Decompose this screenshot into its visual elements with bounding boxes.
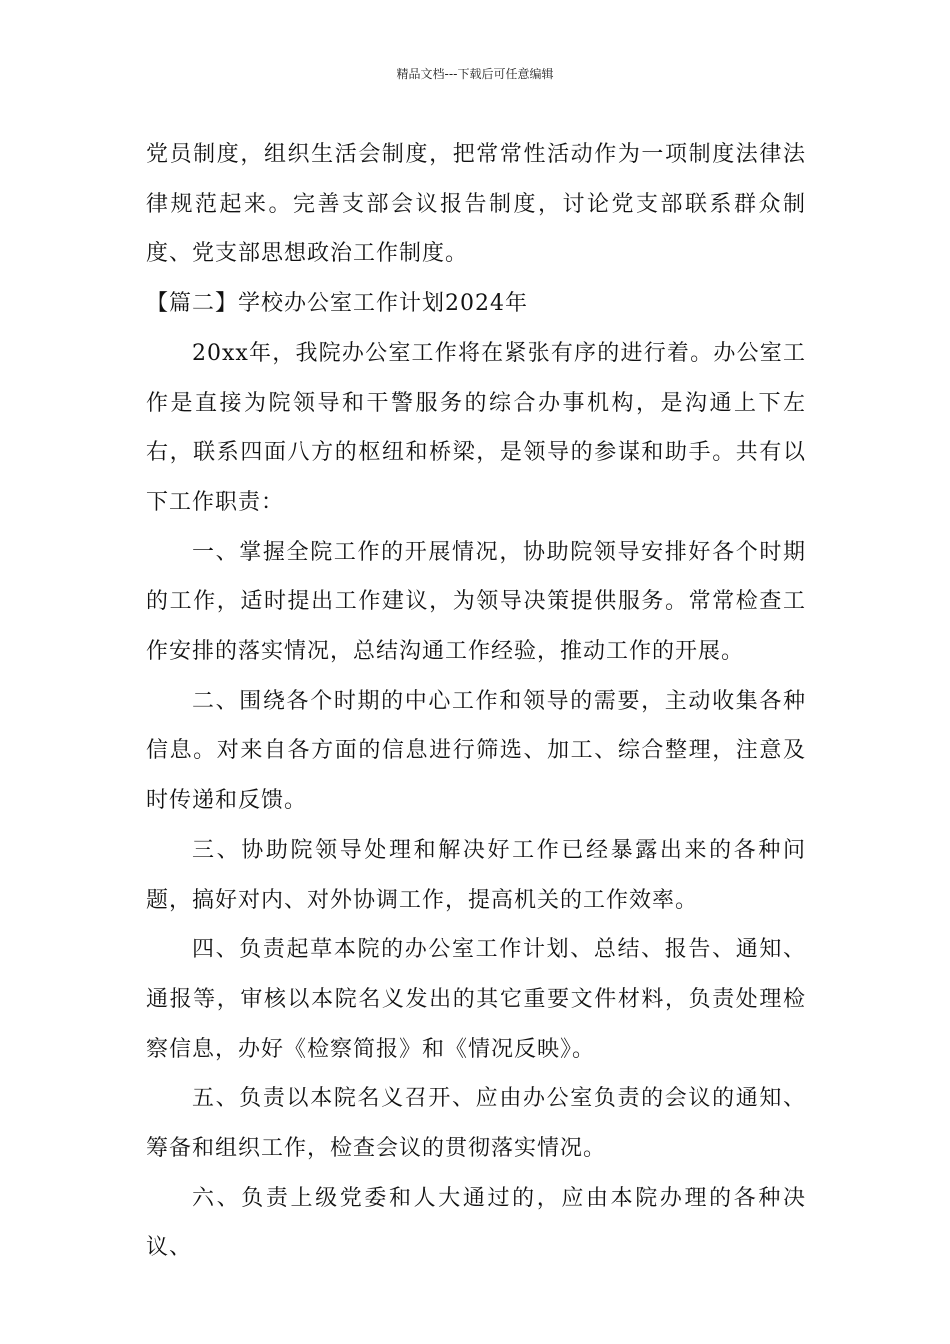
section-heading: 【篇二】学校办公室工作计划2024年 [146,291,528,317]
page-header: 精品文档---下载后可任意编辑 [396,67,554,81]
paragraph-duty-4: 四、负责起草本院的办公室工作计划、总结、报告、通知、通报等，审核以本院名义发出的其它重要文件材料，负责处理检察信息，办好《检察简报》和《情况反映》。 [146,937,806,1062]
paragraph-duty-2: 二、围绕各个时期的中心工作和领导的需要，主动收集各种信息。对来自各方面的信息进行筛选、加工、综合整理，注意及时传递和反馈。 [146,688,806,814]
paragraph-intro: 20xx年，我院办公室工作将在紧张有序的进行着。办公室工作是直接为院领导和干警服务的综合办事机构，是沟通上下左右，联系四面八方的枢纽和桥梁，是领导的参谋和助手。共有以下工作职责： [146,340,806,515]
paragraph-duty-6: 六、负责上级党委和人大通过的，应由本院办理的各种决议、 [146,1185,806,1261]
paragraph-duty-3: 三、协助院领导处理和解决好工作已经暴露出来的各种问题，搞好对内、对外协调工作，提高机关的工作效率。 [146,837,806,913]
document-body [146,130,806,1273]
paragraph-duty-5: 五、负责以本院名义召开、应由办公室负责的会议的通知、筹备和组织工作，检查会议的贯彻落实情况。 [146,1086,806,1162]
paragraph-party-system: 党员制度，组织生活会制度，把常常性活动作为一项制度法律法律规范起来。完善支部会议报告制度，讨论党支部联系群众制度、党支部思想政治工作制度。 [146,142,806,267]
paragraph-duty-1: 一、掌握全院工作的开展情况，协助院领导安排好各个时期的工作，适时提出工作建议，为领导决策提供服务。常常检查工作安排的落实情况，总结沟通工作经验，推动工作的开展。 [146,539,806,665]
